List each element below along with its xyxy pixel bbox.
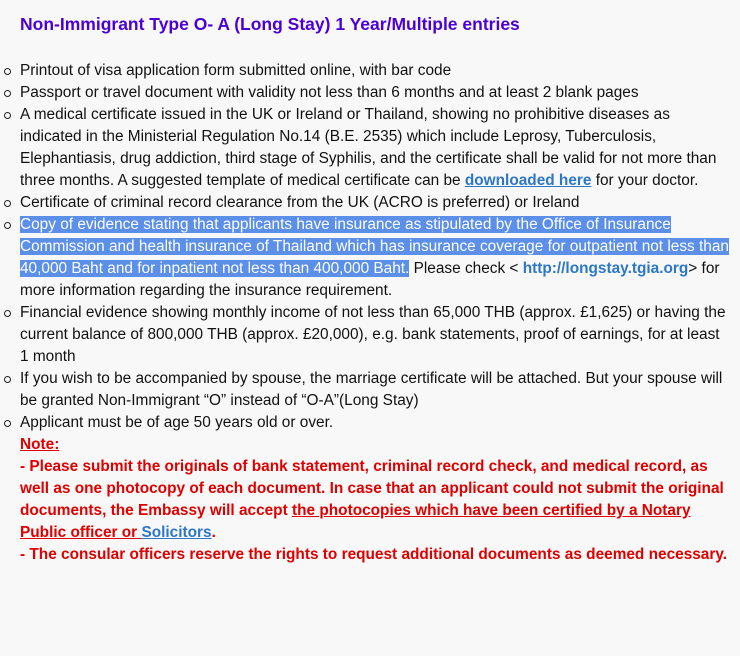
list-item-insurance <box>20 214 732 302</box>
note-underlined-text: the photocopies which have been certified by a Notary Public officer or <box>20 502 691 541</box>
list-item-text: A medical certificate issued in the UK or Ireland or Thailand, showing no prohibitive diseases as indicated in the Ministerial Regulation No.14 (B.E. 2535) which include Leprosy, Tuberculosis, Elephantiasis, drug addiction, third stage of Syphilis, and the certificate shall be valid for not more than three months. A suggested template of medical certificate can be <box>20 106 717 189</box>
bullet-icon <box>4 310 11 317</box>
download-template-link[interactable]: downloaded here <box>464 172 592 189</box>
note-paragraph-originals <box>20 456 732 544</box>
list-item-text-after: > for more information regarding the insurance requirement. <box>20 260 720 299</box>
list-item-financial-evidence <box>20 302 732 368</box>
page-title: Non-Immigrant Type O- A (Long Stay) 1 Year/Multiple entries <box>20 14 520 34</box>
longstay-link[interactable]: http://longstay.tgia.org <box>522 260 689 277</box>
list-item-medical-certificate <box>20 104 732 192</box>
note-block <box>20 434 732 566</box>
list-item-age <box>20 412 732 566</box>
list-item-text: Applicant must be of age 50 years old or over. <box>20 414 334 431</box>
note-period: . <box>211 524 216 541</box>
bullet-icon <box>4 420 11 427</box>
bullet-icon <box>4 112 11 119</box>
solicitors-link[interactable]: Solicitors <box>141 524 212 541</box>
list-item-criminal-record <box>20 192 732 214</box>
bullet-icon <box>4 376 11 383</box>
list-item-application-form <box>20 60 732 82</box>
selected-text-highlight[interactable]: Copy of evidence stating that applicants have insurance as stipulated by the Office of Insurance Commission and health insurance of Thailand which has insurance coverage for outpatient not less than 40,000 Baht and for inpatient not less than 400,000 Baht. <box>20 216 729 277</box>
requirements-list <box>20 60 732 566</box>
note-paragraph-consular: - The consular officers reserve the rights to request additional documents as deemed necessary. <box>20 546 728 563</box>
note-text: - Please submit the originals of bank statement, criminal record check, and medical record, as well as one photocopy of each document. In case that an applicant could not submit the original documents, the Embassy will accept <box>20 458 724 519</box>
list-item-text: Certificate of criminal record clearance from the UK (ACRO is preferred) or Ireland <box>20 194 580 211</box>
note-heading: Note: <box>20 436 60 453</box>
bullet-icon <box>4 68 11 75</box>
list-item-text-mid: Please check < <box>409 260 523 277</box>
list-item-text-after: for your doctor. <box>591 172 699 189</box>
bullet-icon <box>4 222 11 229</box>
list-item-text: Passport or travel document with validity not less than 6 months and at least 2 blank pages <box>20 84 639 101</box>
list-item-text: Financial evidence showing monthly income of not less than 65,000 THB (approx. £1,625) or having the current balance of 800,000 THB (approx. £20,000), e.g. bank statements, proof of earnings, for at least 1 month <box>20 304 726 365</box>
list-item-passport <box>20 82 732 104</box>
list-item-text: Printout of visa application form submitted online, with bar code <box>20 62 452 79</box>
list-item-spouse <box>20 368 732 412</box>
list-item-text: If you wish to be accompanied by spouse, the marriage certificate will be attached. But your spouse will be granted Non-Immigrant “O” instead of “O-A”(Long Stay) <box>20 370 723 409</box>
bullet-icon <box>4 90 11 97</box>
bullet-icon <box>4 200 11 207</box>
